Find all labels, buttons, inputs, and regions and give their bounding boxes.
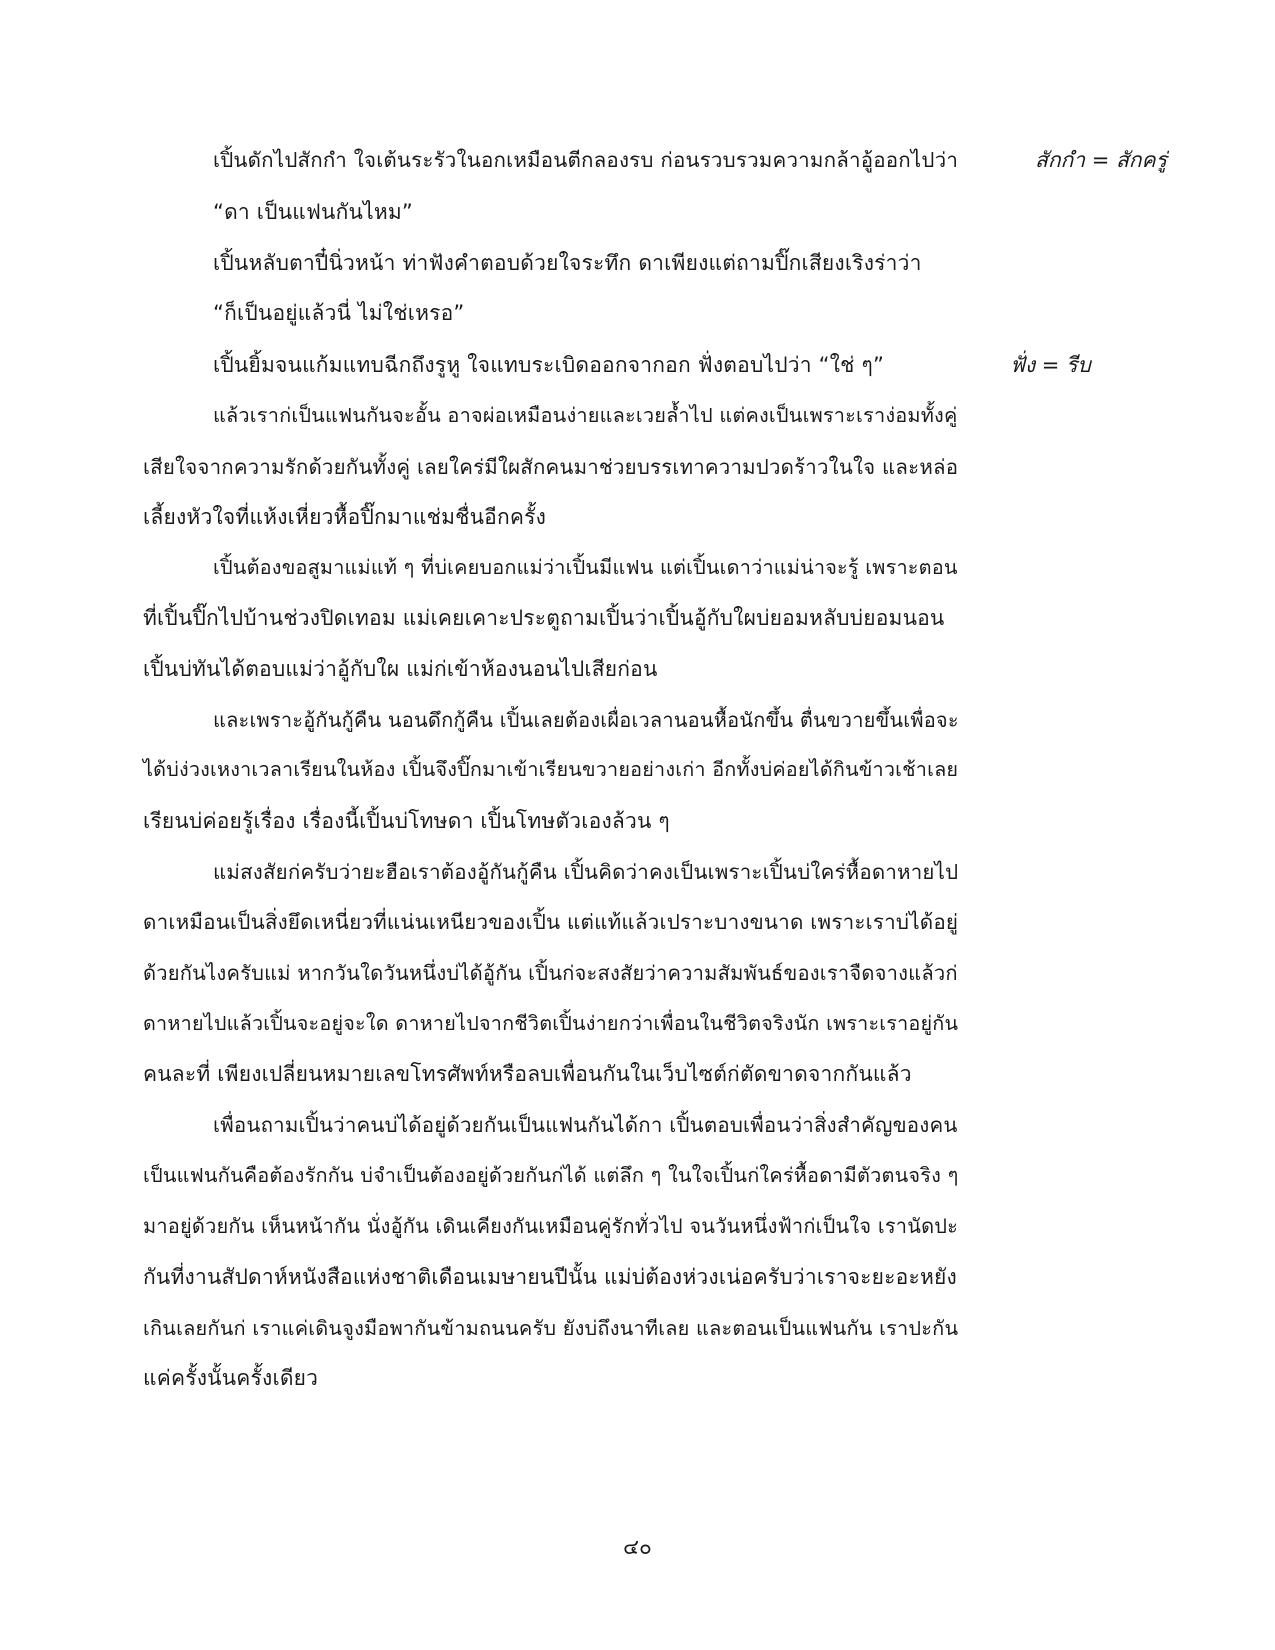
text-line: เสียใจจากความรักด้วยกันทั้งคู่ เลยใคร่มีใผสักคนมาช่วยบรรเทาความปวดร้าวในใจ และหล่อ bbox=[143, 455, 959, 479]
page-number: ๔๐ bbox=[623, 1535, 652, 1559]
text-line: เพื่อนถามเปิ้นว่าคนบ่ได้อยู่ด้วยกันเป็นแฟนกันได้กา เปิ้นตอบเพื่อนว่าสิ่งสำคัญของคน bbox=[213, 1113, 958, 1137]
text-line: ได้บ่ง่วงเหงาเวลาเรียนในห้อง เปิ้นจึงปิ๊กมาเข้าเรียนขวายอย่างเก่า อีกทั้งบ่ค่อยได้กินข้าวเช้าเลย bbox=[143, 758, 959, 781]
text-line: กันที่งานสัปดาห์หนังสือแห่งชาติเดือนเมษายนปีนั้น แม่บ่ต้องห่วงเน่อครับว่าเราจะยะอะหยัง bbox=[143, 1265, 957, 1289]
text-line: คนละที่ เพียงเปลี่ยนหมายเลขโทรศัพท์หรือลบเพื่อนกันในเว็บไซต์ก่ตัดขาดจากกันแล้ว bbox=[143, 1062, 912, 1086]
text-line: เลี้ยงหัวใจที่แห้งเหี่ยวหื้อปิ๊กมาแช่มชื่นอีกครั้ง bbox=[143, 505, 547, 529]
text-line: เรียนบ่ค่อยรู้เรื่อง เรื่องนี้เปิ้นบ่โทษดา เปิ้นโทษตัวเองล้วน ๆ bbox=[143, 809, 670, 833]
text-line: ดาหายไปแล้วเปิ้นจะอยู่จะใด ดาหายไปจากชีวิตเปิ้นง่ายกว่าเพื่อนในชีวิตจริงนัก เพราะเราอยู่กัน bbox=[143, 1012, 959, 1035]
text-line: ที่เปิ้นปิ๊กไปบ้านช่วงปิดเทอม แม่เคยเคาะประตูถามเปิ้นว่าเปิ้นอู้กับใผบ่ยอมหลับบ่ยอมนอน bbox=[143, 606, 945, 630]
text-line: “ก็เป็นอยู่แล้วนี่ ไม่ใช่เหรอ” bbox=[213, 301, 465, 325]
text-line: มาอยู่ด้วยกัน เห็นหน้ากัน นั่งอู้กัน เดินเคียงกันเหมือนคู่รักทั่วไป จนวันหนึ่งฟ้าก่เป็นใจ เรานัดปะ bbox=[143, 1214, 959, 1238]
text-line: เกินเลยกันก่ เราแค่เดินจูงมือพากันข้ามถนนครับ ยังบ่ถึงนาทีเลย และตอนเป็นแฟนกัน เราปะกัน bbox=[143, 1316, 959, 1340]
text-line: แล้วเราก่เป็นแฟนกันจะอั้น อาจผ่อเหมือนง่ายและเวยล้ำไป แต่คงเป็นเพราะเราง่อมทั้งคู่ bbox=[213, 404, 958, 427]
text-line: เปิ้นยิ้มจนแก้มแทบฉีกถึงรูหู ใจแทบระเบิดออกจากอก ฟั่งตอบไปว่า “ใช่ ๆ” bbox=[213, 353, 885, 377]
text-line: ดาเหมือนเป็นสิ่งยึดเหนี่ยวที่แน่นเหนียวของเปิ้น แต่แท้แล้วเปราะบางขนาด เพราะเราบ่ได้อยู่ bbox=[143, 910, 959, 934]
text-line: “ดา เป็นแฟนกันไหม” bbox=[213, 200, 414, 224]
text-line: และเพราะอู้กันกู้คืน นอนดึกกู้คืน เปิ้นเลยต้องเผื่อเวลานอนหื้อนักขึ้น ตื่นขวายขึ้นเพื่อจะ bbox=[213, 708, 959, 732]
margin-note: สักกำ = สักครู่ bbox=[1035, 148, 1167, 172]
text-line: แค่ครั้งนั้นครั้งเดียว bbox=[143, 1366, 319, 1390]
text-line: เปิ้นหลับตาปี๋นิ่วหน้า ท่าฟังคำตอบด้วยใจระทึก ดาเพียงแต่ถามปิ๊กเสียงเริงร่าว่า bbox=[213, 251, 922, 275]
text-line: เป็นแฟนกันคือต้องรักกัน บ่จำเป็นต้องอยู่ด้วยกันก่ได้ แต่ลึก ๆ ในใจเปิ้นก่ใคร่หื้อดามีตัวตนจริง ๆ bbox=[143, 1164, 959, 1187]
text-line: ด้วยกันไงครับแม่ หากวันใดวันหนึ่งบ่ได้อู้กัน เปิ้นก่จะสงสัยว่าความสัมพันธ์ของเราจืดจางแล้วก่ bbox=[143, 961, 958, 985]
margin-note: ฟั่ง = รีบ bbox=[1010, 353, 1091, 377]
text-line: แม่สงสัยก่ครับว่ายะฮือเราต้องอู้กันกู้คืน เปิ้นคิดว่าคงเป็นเพราะเปิ้นบ่ใคร่หื้อดาหายไป bbox=[213, 860, 959, 884]
text-line: เปิ้นบ่ทันได้ตอบแม่ว่าอู้กับใผ แม่ก่เข้าห้องนอนไปเสียก่อน bbox=[143, 657, 658, 681]
text-line: เปิ้นดักไปสักกำ ใจเต้นระรัวในอกเหมือนตีกลองรบ ก่อนรวบรวมความกล้าอู้ออกไปว่า bbox=[213, 148, 959, 172]
text-line: เปิ้นต้องขอสูมาแม่แท้ ๆ ที่บ่เคยบอกแม่ว่าเปิ้นมีแฟน แต่เปิ้นเดาว่าแม่น่าจะรู้ เพราะตอน bbox=[213, 556, 958, 579]
